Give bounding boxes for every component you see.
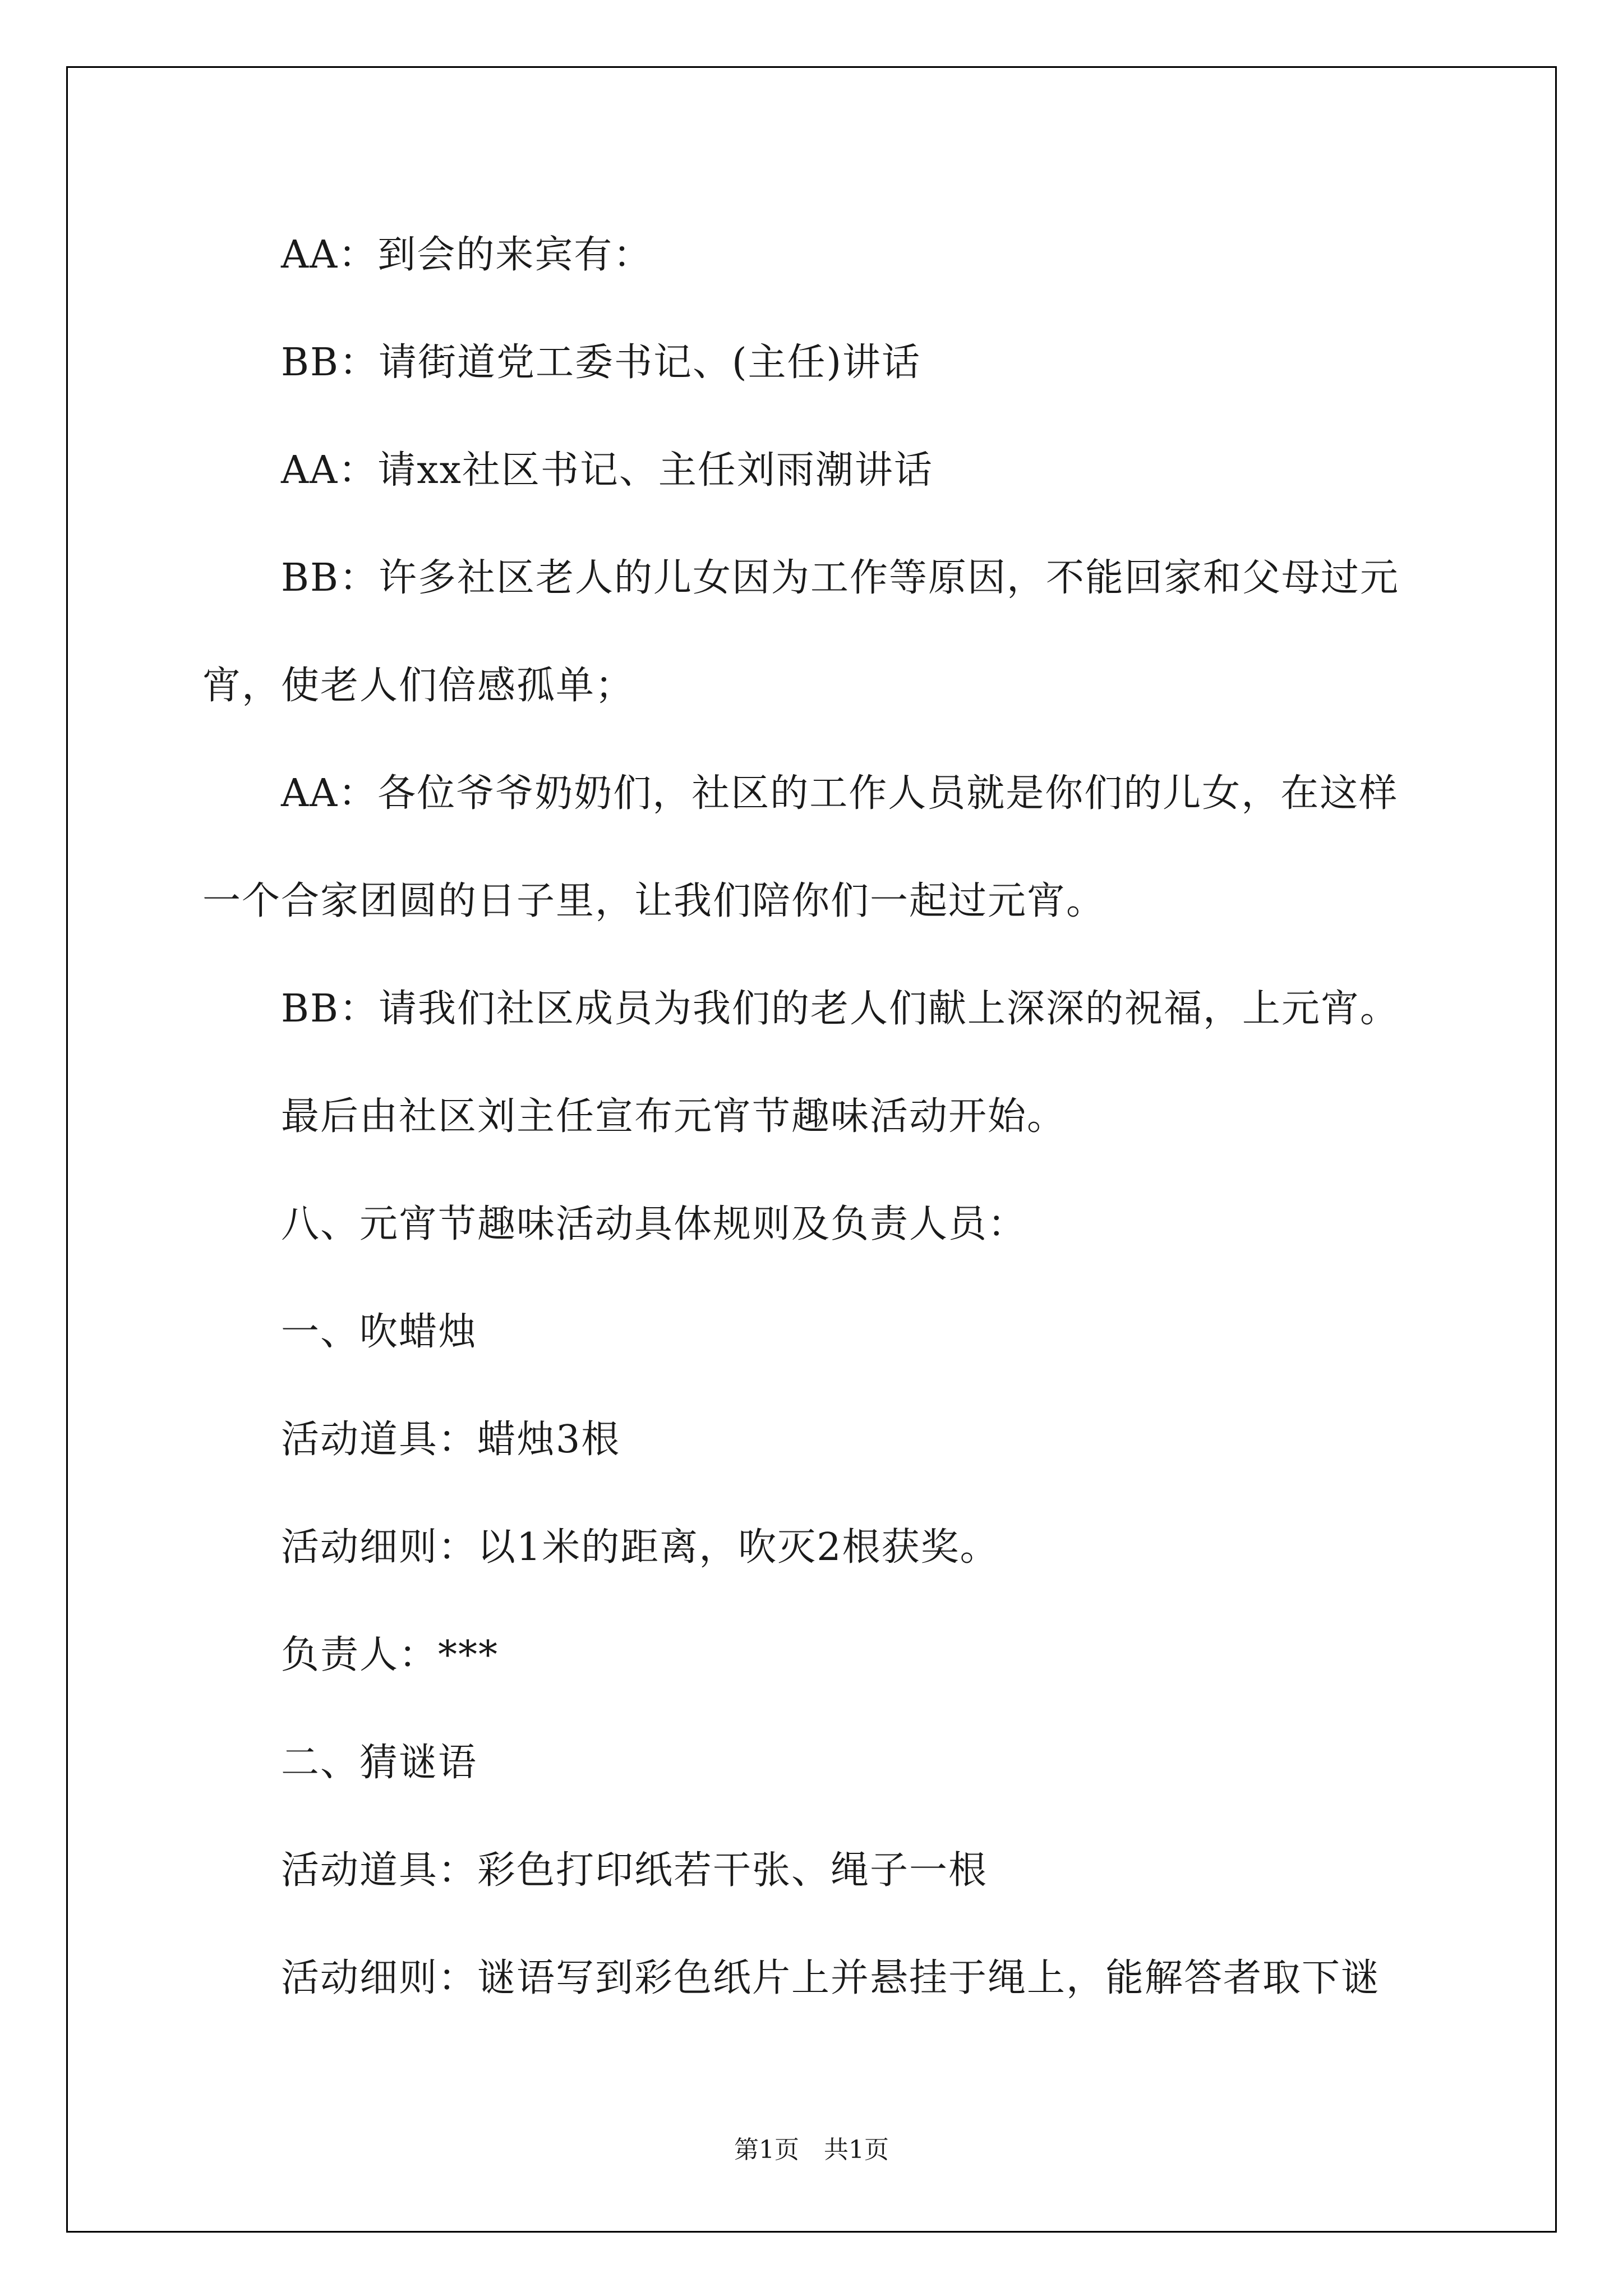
- paragraph-line: BB：请我们社区成员为我们的老人们献上深深的祝福，上元宵。: [281, 987, 1399, 1031]
- page-footer: 第1页 共1页: [734, 2136, 889, 2164]
- paragraph-line: AA：各位爷爷奶奶们，社区的工作人员就是你们的儿女，在这样: [281, 771, 1399, 816]
- paragraph-line: AA：请xx社区书记、主任刘雨潮讲话: [281, 448, 933, 493]
- paragraph-line: 负责人：***: [281, 1633, 499, 1677]
- paragraph-line: 活动细则：以1米的距离，吹灭2根获奖。: [281, 1525, 999, 1570]
- paragraph-line: 宵，使老人们倍感孤单；: [202, 664, 635, 708]
- paragraph-line: BB：许多社区老人的儿女因为工作等原因，不能回家和父母过元: [281, 556, 1399, 600]
- paragraph-line: 八、元宵节趣味活动具体规则及负责人员：: [281, 1202, 1027, 1246]
- paragraph-line: 活动道具：蜡烛3根: [281, 1418, 621, 1462]
- paragraph-line: AA：到会的来宾有：: [281, 233, 653, 277]
- paragraph-line: BB：请街道党工委书记、(主任)讲话: [281, 341, 921, 385]
- paragraph-line: 最后由社区刘主任宣布元宵节趣味活动开始。: [281, 1094, 1067, 1139]
- document-body: [68, 68, 1555, 2231]
- paragraph-line: 一个合家团圆的日子里，让我们陪你们一起过元宵。: [202, 879, 1106, 923]
- paragraph-line: 二、猜谜语: [281, 1741, 478, 1785]
- paragraph-line: 活动道具：彩色打印纸若干张、绳子一根: [281, 1848, 988, 1893]
- paragraph-line: 活动细则：谜语写到彩色纸片上并悬挂于绳上，能解答者取下谜: [281, 1956, 1381, 2000]
- paragraph-line: 一、吹蜡烛: [281, 1310, 478, 1354]
- page-frame: [66, 66, 1557, 2233]
